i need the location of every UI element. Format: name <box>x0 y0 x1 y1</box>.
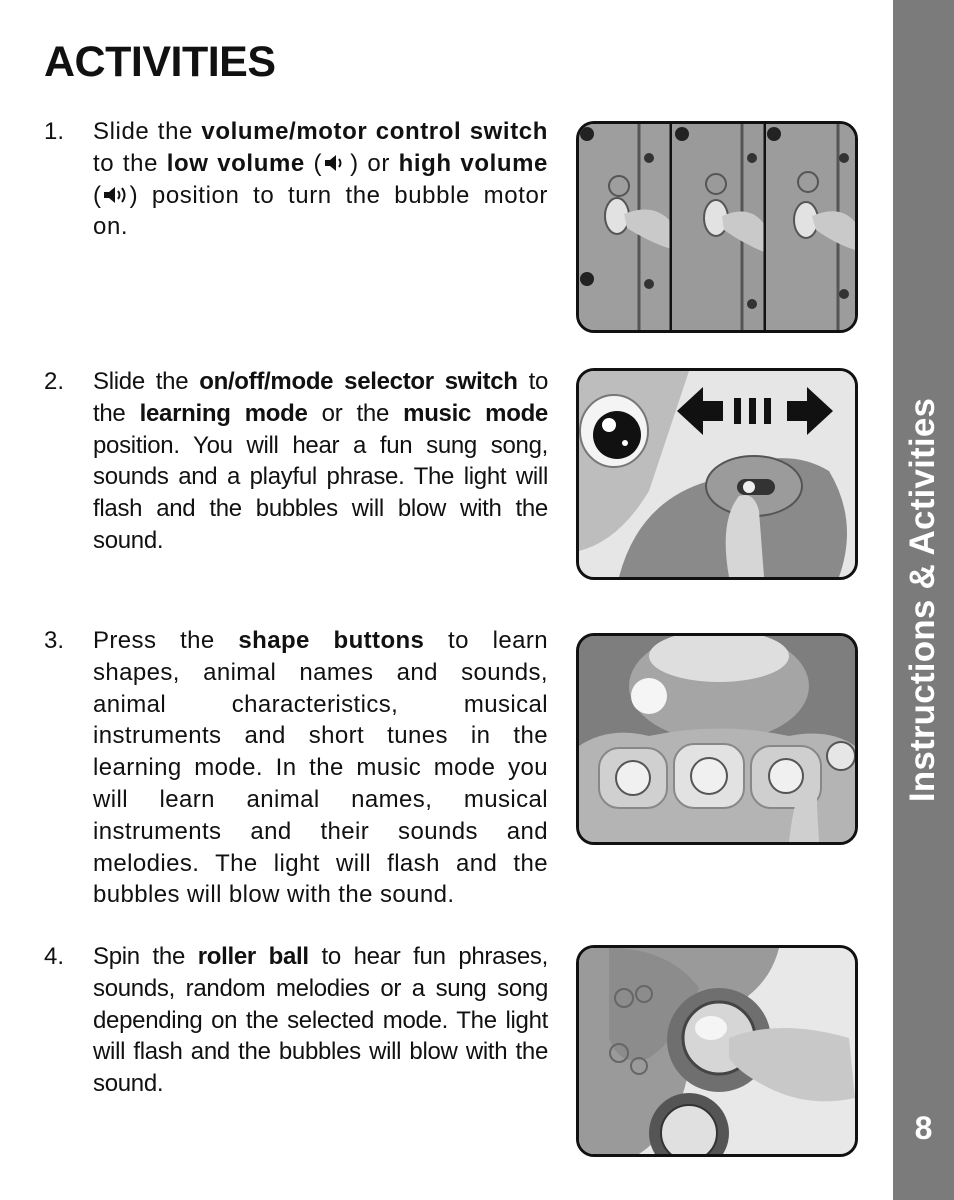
step-number: 4. <box>44 943 65 970</box>
low-volume-icon <box>322 152 350 174</box>
page-number: 8 <box>914 1110 933 1146</box>
shape-buttons-illustration <box>579 636 855 842</box>
step-number: 1. <box>44 118 65 145</box>
step-text: Slide the on/off/mode selector switch to the learning mode or the music mode position. You will hear a fun sung song, sounds and a playful phrase. The light will flash and the bubbles will blow with the sound. <box>93 368 548 554</box>
mode-switch-illustration <box>579 371 855 577</box>
step-text: Press the shape buttons to learn shapes, animal names and sounds, animal characteristics, musical instruments and short tunes in the learning mode. In the music mode you will learn animal names, musical instruments and their sounds and melodies. The light will flash and the bubbles will blow with the sound. <box>93 627 548 909</box>
step-number: 3. <box>44 627 65 654</box>
volume-switch-illustration <box>579 124 855 330</box>
roller-ball-illustration <box>579 948 855 1154</box>
side-tab <box>893 0 954 1200</box>
step-text: Slide the volume/motor control switch to the low volume ( ) or high volume ( ) position to turn the bubble motor on. <box>93 118 548 241</box>
photo-roller-ball <box>576 945 858 1157</box>
step-4 <box>44 941 548 1100</box>
page-title: ACTIVITIES <box>44 38 276 86</box>
photo-mode-switch <box>576 368 858 580</box>
section-label: Instructions & Activities <box>903 397 942 803</box>
step-2 <box>44 366 548 557</box>
photo-shape-buttons <box>576 633 858 845</box>
photo-volume-switch <box>576 121 858 333</box>
step-1 <box>44 116 548 243</box>
step-text: Spin the roller ball to hear fun phrases, sounds, random melodies or a sung song depending on the selected mode. The light will flash and the bubbles will blow with the sound. <box>93 943 548 1098</box>
high-volume-icon <box>102 184 130 206</box>
step-number: 2. <box>44 368 65 395</box>
step-3 <box>44 625 548 911</box>
